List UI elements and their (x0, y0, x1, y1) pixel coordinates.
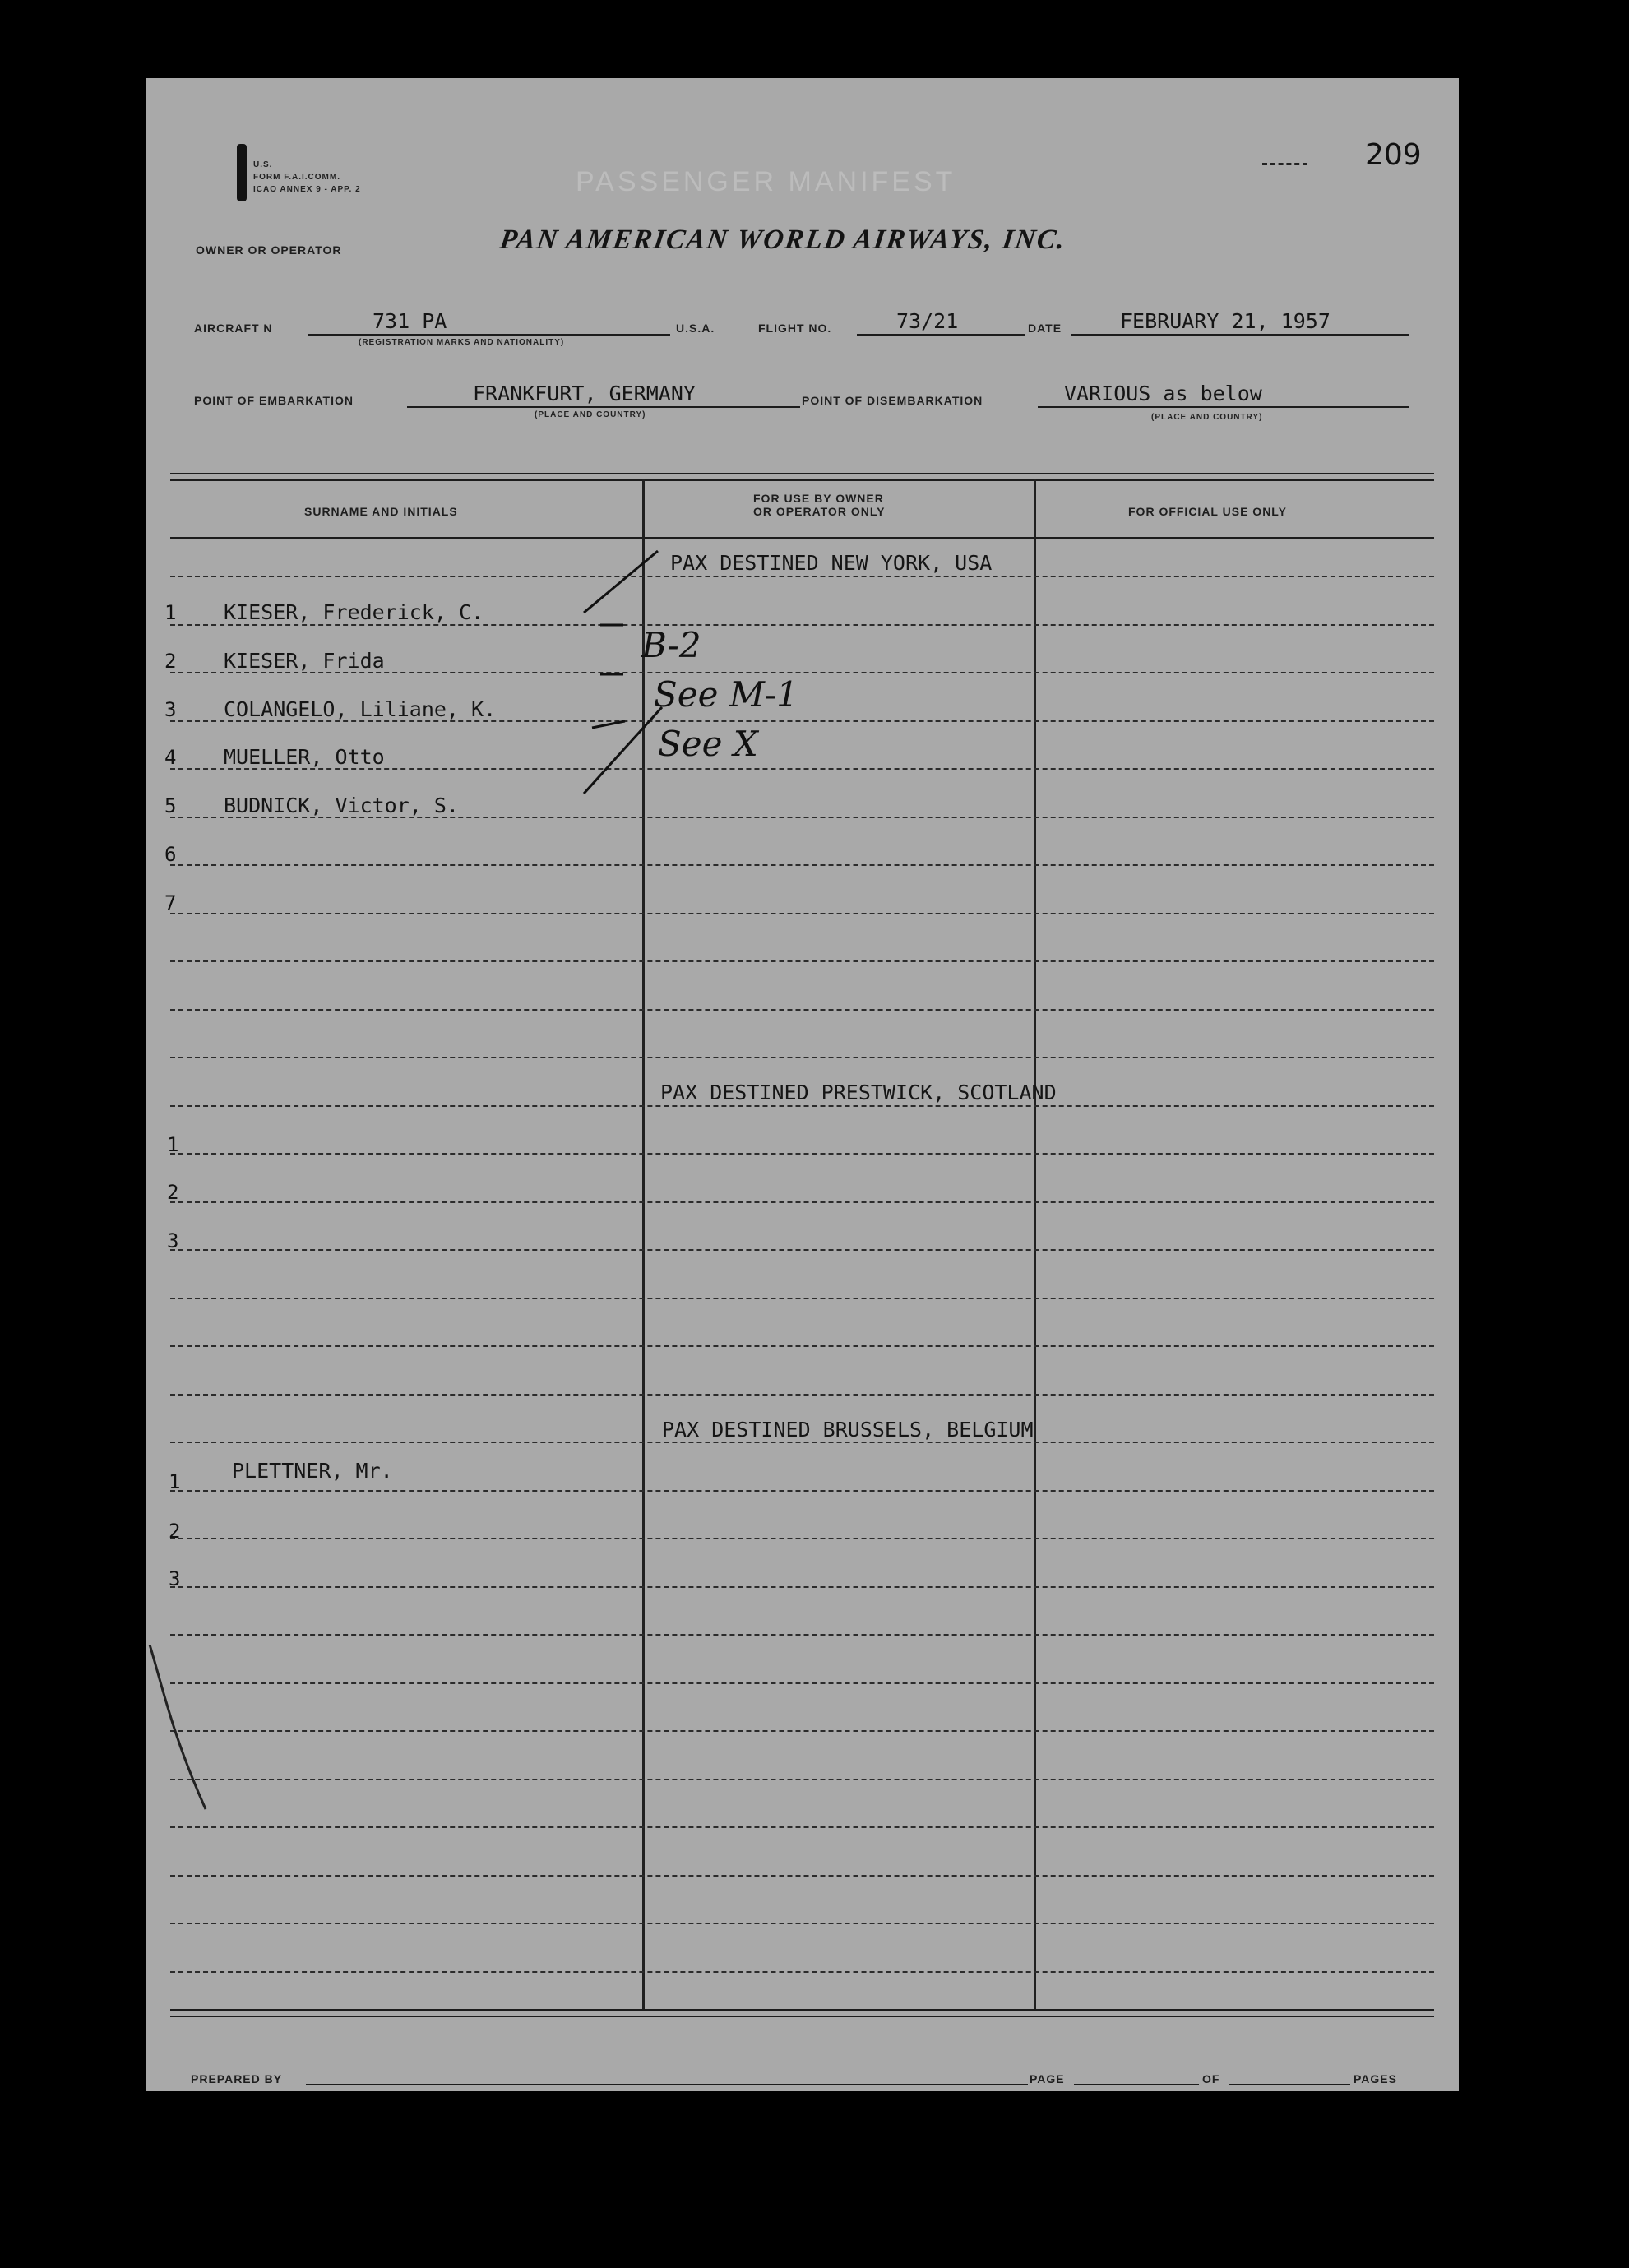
row-number: 2 (167, 1181, 179, 1204)
row-number: 5 (164, 794, 177, 817)
flight-underline (857, 334, 1025, 336)
section-heading-brussels: PAX DESTINED BRUSSELS, BELGIUM (662, 1418, 1034, 1442)
column-header-surname: SURNAME AND INITIALS (304, 505, 458, 518)
pages-label: PAGES (1354, 2072, 1397, 2085)
form-stamp-line-2: FORM F.A.I.COMM. (253, 173, 340, 182)
table-row-rule (170, 1105, 1434, 1107)
row-number: 4 (164, 746, 177, 769)
passenger-name: KIESER, Frederick, C. (224, 600, 484, 624)
country-label: U.S.A. (676, 322, 715, 335)
ink-smudge (237, 144, 247, 201)
table-row-rule (170, 1394, 1434, 1396)
form-title: PASSENGER MANIFEST (576, 166, 956, 197)
table-bottom-rule (170, 2009, 1434, 2011)
owner-label: OWNER OR OPERATOR (196, 243, 342, 257)
row-number: 3 (167, 1229, 179, 1252)
table-bottom-rule-2 (170, 2016, 1434, 2017)
page-label: PAGE (1030, 2072, 1065, 2085)
table-row-rule (170, 1538, 1434, 1539)
prepared-by-underline (306, 2084, 1028, 2085)
row-number: 1 (167, 1133, 179, 1156)
form-stamp-line-3: ICAO ANNEX 9 - APP. 2 (253, 185, 361, 194)
table-row-rule (170, 1779, 1434, 1780)
table-row-rule (170, 1923, 1434, 1924)
aircraft-value: 731 PA (373, 309, 447, 333)
page-number: 209 (1365, 138, 1422, 172)
handwritten-note: B-2 (641, 625, 701, 665)
page-underline (1074, 2084, 1199, 2085)
row-number: 7 (164, 891, 177, 914)
table-row-rule (170, 1057, 1434, 1058)
column-header-official: FOR OFFICIAL USE ONLY (1128, 505, 1287, 518)
embark-underline (407, 406, 800, 408)
passenger-name: BUDNICK, Victor, S. (224, 794, 459, 817)
disembark-value: VARIOUS as below (1064, 382, 1262, 405)
passenger-name: MUELLER, Otto (224, 745, 385, 769)
table-row-rule (170, 1490, 1434, 1492)
row-number: 6 (164, 843, 177, 866)
table-row-rule (170, 624, 1434, 626)
table-row-rule (170, 1971, 1434, 1973)
embark-sublabel: (PLACE AND COUNTRY) (535, 410, 646, 419)
disembark-label: POINT OF DISEMBARKATION (802, 394, 983, 407)
table-row-rule (170, 1586, 1434, 1588)
table-row-rule (170, 1298, 1434, 1299)
row-number: 3 (164, 698, 177, 721)
owner-name: PAN AMERICAN WORLD AIRWAYS, INC. (497, 224, 1068, 255)
embark-value: FRANKFURT, GERMANY (473, 382, 696, 405)
table-row-rule (170, 576, 1434, 577)
table-row-rule (170, 1153, 1434, 1155)
table-row-rule (170, 1875, 1434, 1877)
table-row-rule (170, 1345, 1434, 1347)
passenger-name: PLETTNER, Mr. (232, 1459, 393, 1483)
section-heading-prestwick: PAX DESTINED PRESTWICK, SCOTLAND (660, 1081, 1057, 1104)
of-label: OF (1202, 2072, 1220, 2085)
handwritten-note: See M-1 (654, 674, 798, 715)
row-number: 1 (169, 1470, 181, 1493)
table-row-rule (170, 913, 1434, 914)
date-label: DATE (1028, 322, 1062, 335)
table-row-rule (170, 1730, 1434, 1732)
table-row-rule (170, 1682, 1434, 1684)
date-underline (1071, 334, 1409, 336)
row-number: 1 (164, 601, 177, 624)
aircraft-sublabel: (REGISTRATION MARKS AND NATIONALITY) (359, 338, 565, 347)
table-row-rule (170, 1442, 1434, 1443)
table-row-rule (170, 1249, 1434, 1251)
row-number: 2 (169, 1520, 181, 1543)
row-number: 3 (169, 1567, 181, 1590)
prepared-by-label: PREPARED BY (191, 2072, 283, 2085)
table-row-rule (170, 864, 1434, 866)
table-row-rule (170, 1009, 1434, 1011)
stray-pen-mark (148, 1645, 222, 1817)
disembark-sublabel: (PLACE AND COUNTRY) (1151, 413, 1263, 422)
table-row-rule (170, 1826, 1434, 1828)
table-row-rule (170, 1201, 1434, 1203)
column-header-owner-use-1: FOR USE BY OWNER (753, 492, 884, 505)
embark-label: POINT OF EMBARKATION (194, 394, 354, 407)
flight-value: 73/21 (896, 309, 959, 333)
handwritten-note: See X (658, 724, 758, 764)
passenger-name: KIESER, Frida (224, 649, 385, 673)
table-row-rule (170, 1634, 1434, 1636)
of-underline (1229, 2084, 1350, 2085)
table-top-rule-2 (170, 479, 1434, 481)
table-row-rule (170, 960, 1434, 962)
flight-label: FLIGHT NO. (758, 322, 832, 335)
disembark-underline (1038, 406, 1409, 408)
dash-mark (1262, 163, 1307, 165)
form-stamp-line-1: U.S. (253, 160, 273, 169)
table-top-rule (170, 473, 1434, 474)
aircraft-label: AIRCRAFT N (194, 322, 273, 335)
aircraft-underline (308, 334, 670, 336)
row-number: 2 (164, 650, 177, 673)
column-header-owner-use-2: OR OPERATOR ONLY (753, 505, 886, 518)
section-heading-new-york: PAX DESTINED NEW YORK, USA (670, 551, 993, 575)
date-value: FEBRUARY 21, 1957 (1120, 309, 1331, 333)
header-bottom-rule (170, 537, 1434, 539)
passenger-name: COLANGELO, Liliane, K. (224, 697, 497, 721)
